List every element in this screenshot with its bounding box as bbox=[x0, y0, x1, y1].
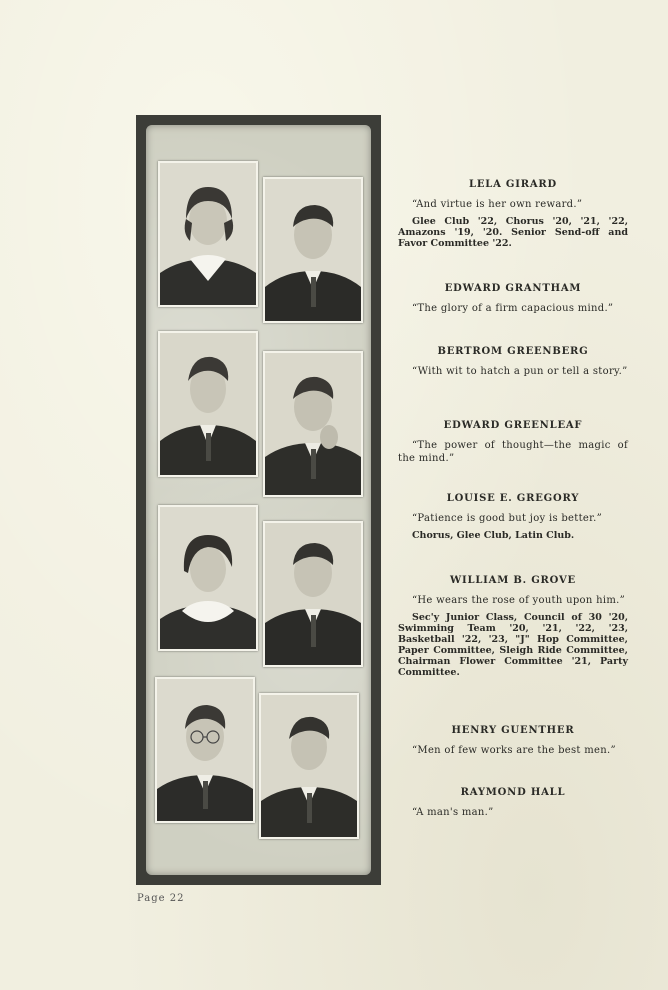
student-name: LOUISE E. GREGORY bbox=[446, 493, 580, 504]
student-quote: “And virtue is her own reward.” bbox=[412, 199, 583, 210]
portrait-henry-guenther bbox=[155, 677, 255, 823]
student-activities: Glee Club '22, Chorus '20, '21, '22, Amazons '19, '20. Senior Send-off and Favor Committee '22. bbox=[398, 216, 628, 249]
student-activities: Sec'y Junior Class, Council of 30 '20, Swimming Team '20, '21, '22, '23, Basketball '22, '23, "J" Hop Committee, Paper Committee, Sleigh Ride Committee, Chairman Flower Committee '21, Party Committee. bbox=[398, 612, 628, 678]
entry-raymond-hall bbox=[398, 787, 628, 819]
student-name: WILLIAM B. GROVE bbox=[450, 575, 576, 586]
student-activities: Chorus, Glee Club, Latin Club. bbox=[412, 530, 575, 541]
entry-edward-greenleaf bbox=[398, 420, 628, 465]
student-quote: “He wears the rose of youth upon him.” bbox=[412, 595, 625, 606]
student-quote: “A man's man.” bbox=[412, 807, 494, 818]
portrait-raymond-hall bbox=[259, 693, 359, 839]
student-quote: “The glory of a firm capacious mind.” bbox=[412, 303, 614, 314]
student-quote: “The power of thought—the magic of the mind.” bbox=[398, 440, 628, 464]
entry-edward-grantham bbox=[398, 283, 628, 315]
student-quote: “Men of few works are the best men.” bbox=[412, 745, 616, 756]
portrait-panel-mat bbox=[146, 125, 371, 875]
student-name: BERTROM GREENBERG bbox=[437, 346, 589, 357]
entry-bertrom-greenberg bbox=[398, 346, 628, 378]
portrait-edward-greenleaf bbox=[263, 351, 363, 497]
portrait-panel bbox=[136, 115, 381, 885]
entry-louise-gregory bbox=[398, 493, 628, 541]
portrait-william-grove bbox=[263, 521, 363, 667]
entry-william-grove bbox=[398, 575, 628, 678]
student-name: RAYMOND HALL bbox=[460, 787, 566, 798]
entry-henry-guenther bbox=[398, 725, 628, 757]
entry-lela-girard bbox=[398, 179, 628, 249]
student-name: EDWARD GRANTHAM bbox=[444, 283, 582, 294]
portrait-lela-girard bbox=[158, 161, 258, 307]
student-name: LELA GIRARD bbox=[469, 179, 557, 190]
student-quote: “With wit to hatch a pun or tell a story.” bbox=[412, 366, 628, 377]
portrait-bertrom-greenberg bbox=[158, 331, 258, 477]
portrait-louise-gregory bbox=[158, 505, 258, 651]
student-quote: “Patience is good but joy is better.” bbox=[412, 513, 603, 524]
student-name: HENRY GUENTHER bbox=[451, 725, 575, 736]
student-name: EDWARD GREENLEAF bbox=[443, 420, 583, 431]
page-number: Page 22 bbox=[137, 893, 185, 904]
portrait-edward-grantham bbox=[263, 177, 363, 323]
